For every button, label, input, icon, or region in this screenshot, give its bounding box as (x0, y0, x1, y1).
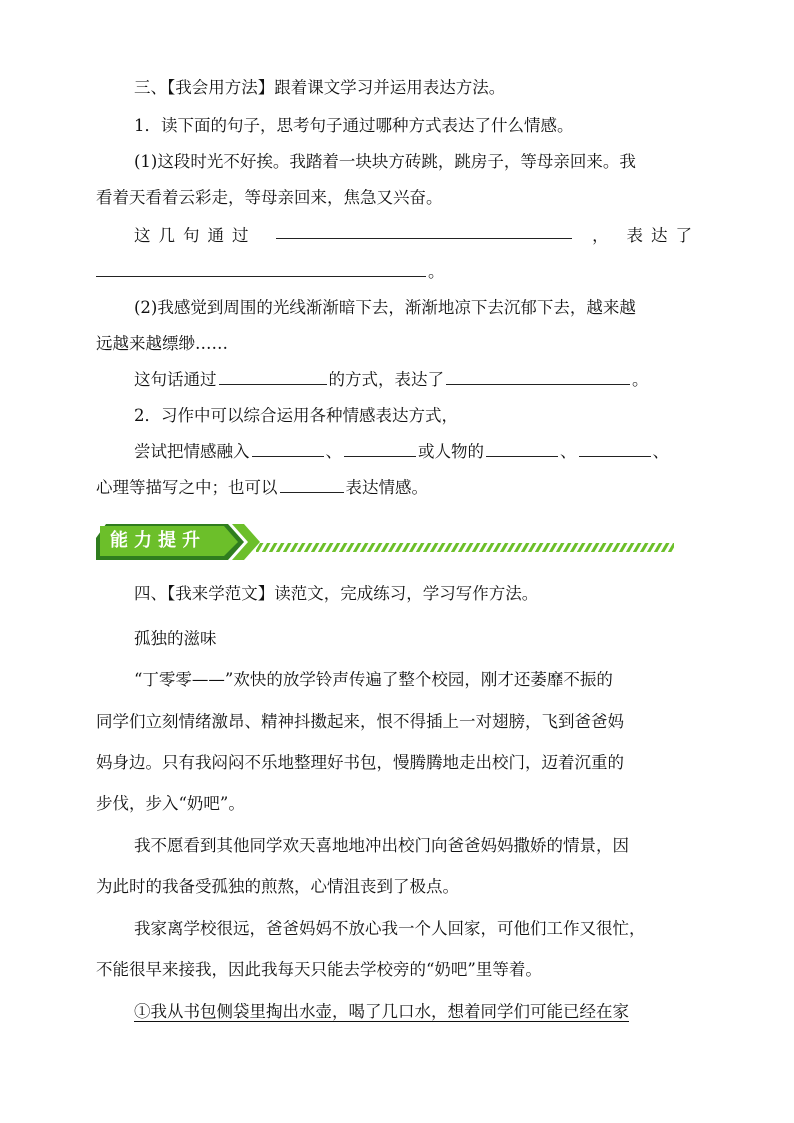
essay-title: 孤独的滋味 (134, 629, 217, 648)
fill2-label-a: 这句话通过 (134, 370, 217, 389)
fill-line-1 (134, 224, 700, 248)
ability-banner (96, 524, 686, 560)
fill1-label: 这几句通过 (134, 226, 257, 245)
sentence2-line1: (2)我感觉到周围的光线渐渐暗下去，渐渐地凉下去沉郁下去，越来越 (134, 298, 636, 317)
answer-blank-7[interactable] (486, 442, 558, 457)
q2-sep2: 、 (560, 442, 577, 461)
answer-blank-9[interactable] (280, 478, 344, 493)
para1-line2: 同学们立刻情绪激昂、精神抖擞起来，恨不得插上一对翅膀，飞到爸爸妈 (96, 712, 624, 731)
question1-title: 1．读下面的句子，思考句子通过哪种方式表达了什么情感。 (134, 116, 574, 135)
answer-blank-2[interactable] (96, 262, 426, 277)
answer-blank-8[interactable] (579, 442, 651, 457)
answer-blank-4[interactable] (446, 370, 630, 385)
q2-label-a: 尝试把情感融入 (134, 442, 250, 461)
para2-line1: 我不愿看到其他同学欢天喜地地冲出校门向爸爸妈妈撒娇的情景，因 (134, 836, 629, 855)
fill2-label-b: 的方式，表达了 (328, 370, 444, 389)
para4-line1: ①我从书包侧袋里掏出水壶，喝了几口水，想着同学们可能已经在家 (134, 1002, 629, 1021)
banner-label: 能力提升 (110, 530, 206, 551)
fill-line-1b (96, 260, 445, 284)
q2-sep3: 、 (652, 442, 669, 461)
answer-blank-1[interactable] (276, 224, 572, 239)
answer-blank-3[interactable] (219, 370, 327, 385)
fill-line-2 (134, 368, 649, 392)
q2-label-b: 或人物的 (418, 442, 484, 461)
answer-blank-5[interactable] (252, 442, 324, 457)
para1-line1: “丁零零——”欢快的放学铃声传遍了整个校园，刚才还萎靡不振的 (134, 670, 613, 689)
question2-line2 (134, 440, 669, 464)
section4-heading: 四、【我来学范文】读范文，完成练习，学习写作方法。 (134, 584, 539, 603)
sentence1-line2: 看着天看着云彩走，等母亲回来，焦急又兴奋。 (96, 188, 443, 207)
section3-heading: 三、【我会用方法】跟着课文学习并运用表达方法。 (134, 78, 506, 97)
fill1-label2: 表达了 (626, 226, 700, 245)
q2-label-c: 心理等描写之中；也可以 (96, 478, 278, 497)
para1-line3: 妈身边。只有我闷闷不乐地整理好书包，慢腾腾地走出校门，迈着沉重的 (96, 753, 624, 772)
para3-line2: 不能很早来接我，因此我每天只能去学校旁的“奶吧”里等着。 (96, 960, 542, 979)
fill1-comma: ， (592, 226, 609, 245)
q2-label-d: 表达情感。 (345, 478, 428, 497)
sentence2-line2: 远越来越缥缈…… (96, 334, 228, 353)
para2-line2: 为此时的我备受孤独的煎熬，心情沮丧到了极点。 (96, 877, 459, 896)
fill1-end: 。 (428, 262, 445, 281)
fill2-end: 。 (632, 370, 649, 389)
question2-title: 2．习作中可以综合运用各种情感表达方式， (134, 406, 458, 425)
sentence1-line1: (1)这段时光不好挨。我踏着一块块方砖跳，跳房子，等母亲回来。我 (134, 152, 636, 171)
para3-line1: 我家离学校很远，爸爸妈妈不放心我一个人回家，可他们工作又很忙， (134, 919, 646, 938)
para1-line4: 步伐，步入“奶吧”。 (96, 794, 245, 813)
answer-blank-6[interactable] (344, 442, 416, 457)
question2-line3 (96, 476, 428, 500)
q2-sep1: 、 (325, 442, 342, 461)
